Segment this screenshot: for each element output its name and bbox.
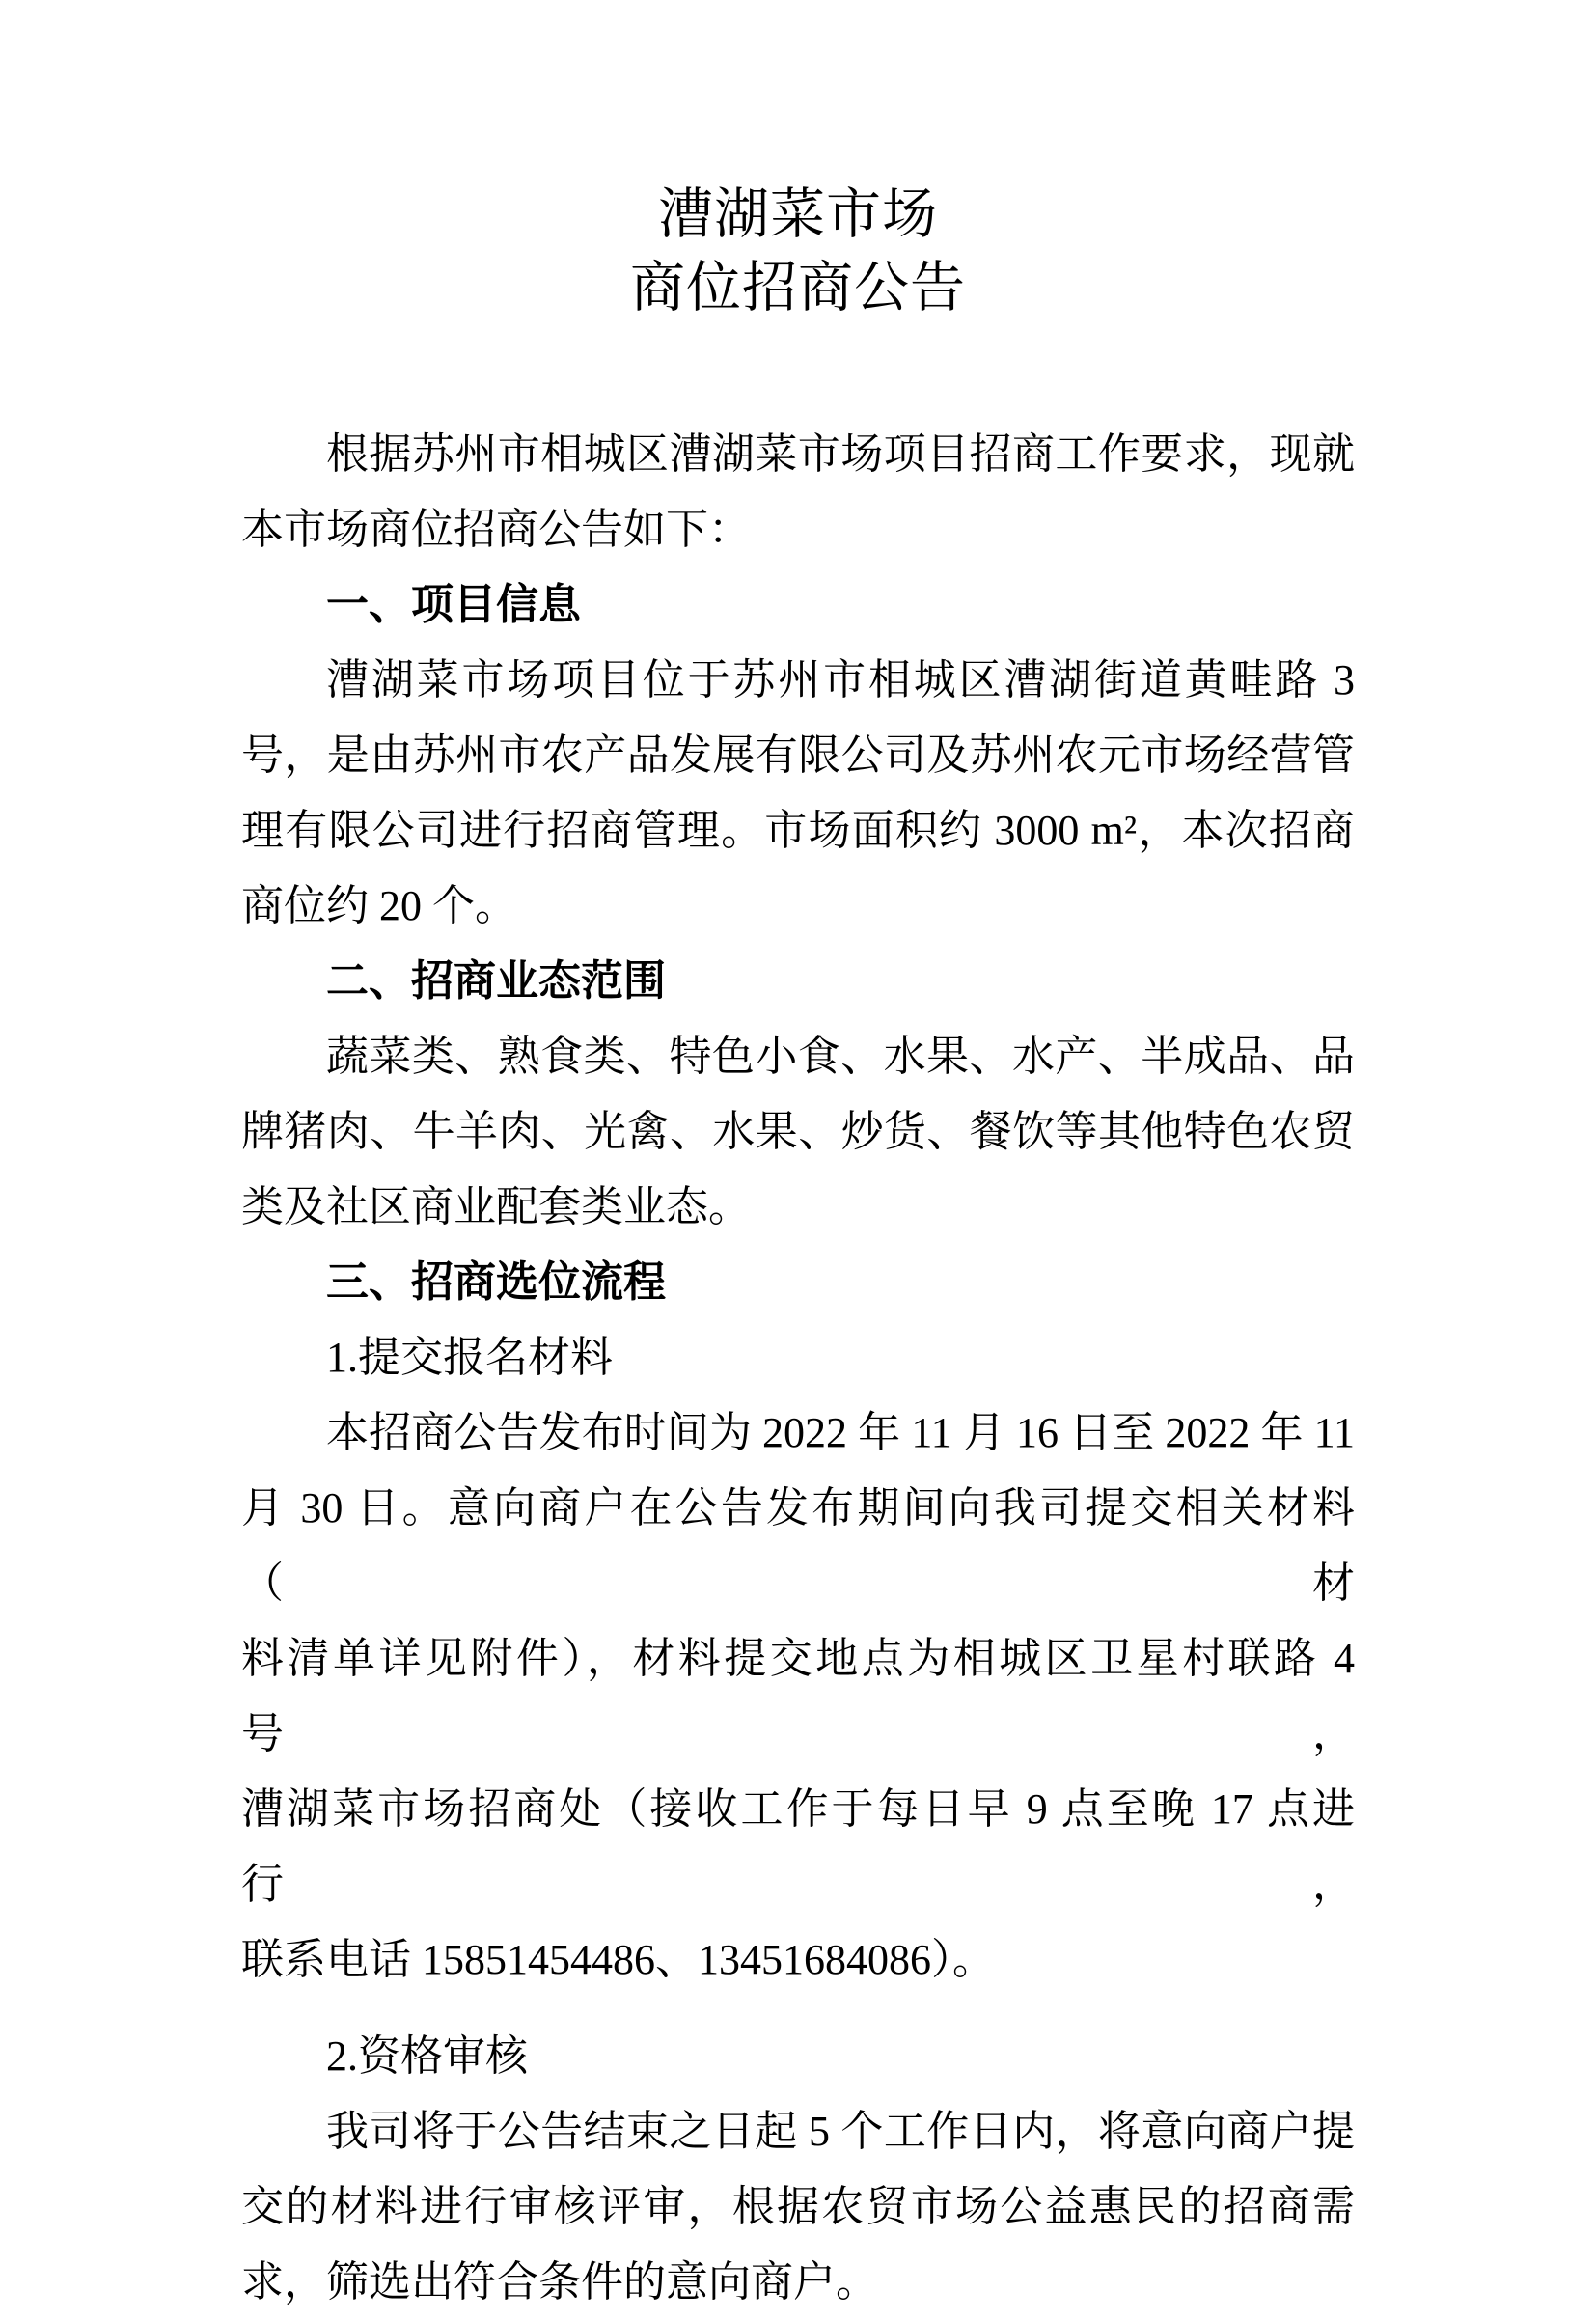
text-line: 2.资格审核 [326,2032,528,2080]
text-line: 号，是由苏州市农产品发展有限公司及苏州农元市场经营管 [241,732,1355,779]
section-heading: 三、招商选位流程 [326,1258,666,1306]
section-heading: 二、招商业态范围 [326,957,666,1005]
text-line: 漕湖菜市场项目位于苏州市相城区漕湖街道黄畦路 3 [326,656,1355,704]
document-title-line-2: 商位招商公告 [630,258,966,318]
text-line: 交的材料进行审核评审，根据农贸市场公益惠民的招商需 [241,2183,1355,2230]
section-heading: 一、项目信息 [326,581,581,628]
document-body [241,417,1355,2320]
text-line: 月 30 日。意向商户在公告发布期间向我司提交相关材料（材 [241,1484,1355,1607]
text-line: 漕湖菜市场招商处（接收工作于每日早 9 点至晚 17 点进行， [241,1785,1355,1908]
document-title [241,179,1355,325]
text-line: 商位约 20 个。 [241,882,517,929]
text-line: 蔬菜类、熟食类、特色小食、水果、水产、半成品、品 [326,1033,1355,1080]
document-title-line-1: 漕湖菜市场 [658,184,938,245]
text-line: 我司将于公告结束之日起 5 个工作日内，将意向商户提 [326,2108,1355,2155]
text-line: 料清单详见附件），材料提交地点为相城区卫星村联路 4 号， [241,1635,1355,1757]
text-line: 类及社区商业配套类业态。 [241,1183,751,1230]
text-line: 1.提交报名材料 [326,1334,613,1381]
text-line: 理有限公司进行招商管理。市场面积约 3000 m²，本次招商 [241,807,1355,854]
text-line: 根据苏州市相城区漕湖菜市场项目招商工作要求，现就 [326,430,1355,478]
text-line: 联系电话 15851454486、13451684086）。 [241,1936,995,1983]
text-line: 本市场商位招商公告如下： [241,506,751,553]
text-line: 求，筛选出符合条件的意向商户。 [241,2258,878,2306]
text-line: 牌猪肉、牛羊肉、光禽、水果、炒货、餐饮等其他特色农贸 [241,1108,1355,1155]
text-line: 本招商公告发布时间为 2022 年 11 月 16 日至 2022 年 11 [326,1409,1355,1456]
